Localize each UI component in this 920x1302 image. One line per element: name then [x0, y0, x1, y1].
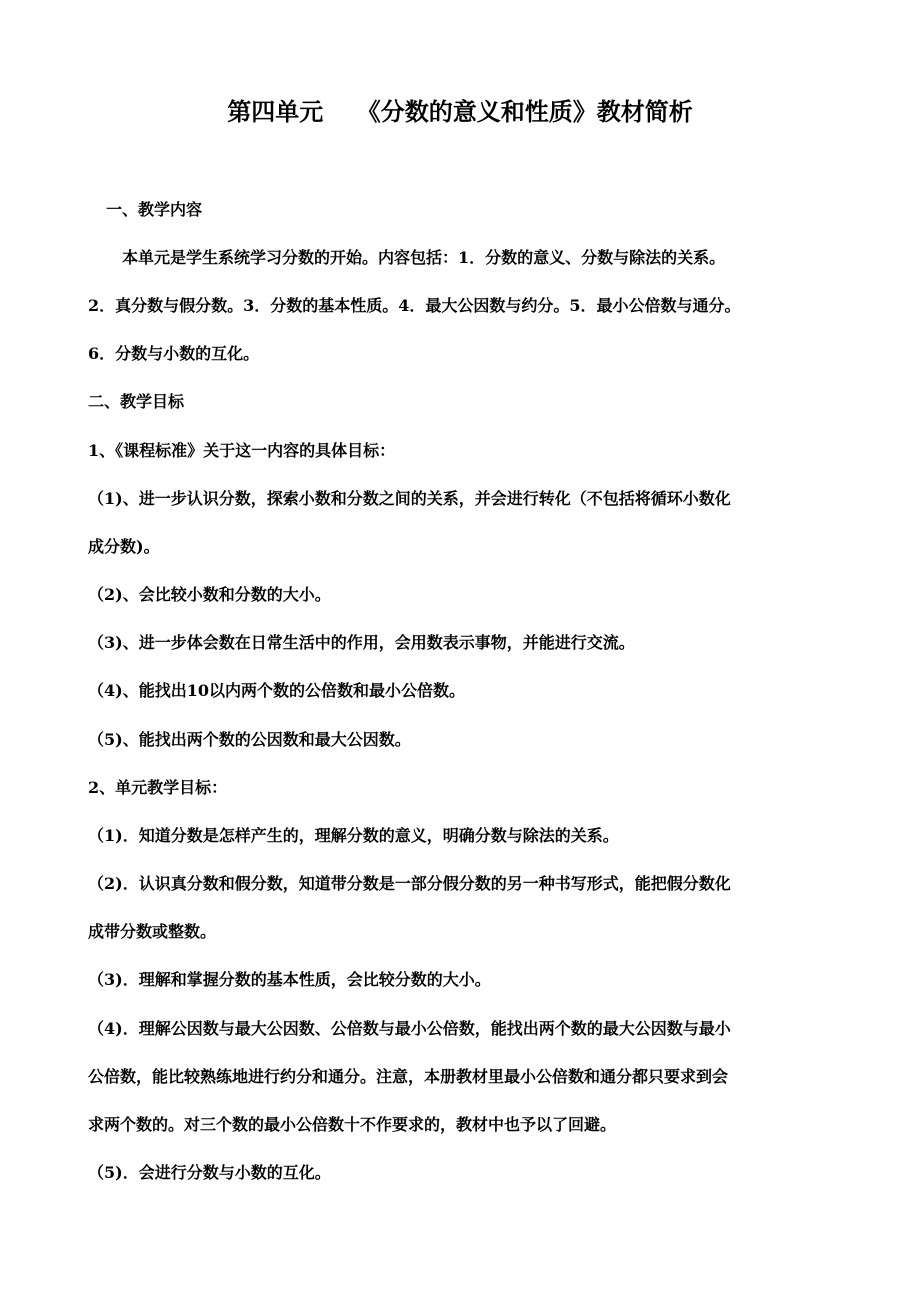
paragraph-line: 本单元是学生系统学习分数的开始。内容包括：1．分数的意义、分数与除法的关系。: [122, 248, 726, 267]
list-item: （3)．理解和掌握分数的基本性质，会比较分数的大小。: [88, 970, 491, 989]
list-item: （1)．知道分数是怎样产生的，理解分数的意义，明确分数与除法的关系。: [88, 826, 619, 845]
list-item: （1)、进一步认识分数，探索小数和分数之间的关系，并会进行转化（不包括将循环小数化: [88, 489, 731, 508]
list-item: （5)、能找出两个数的公因数和最大公因数。: [88, 730, 411, 749]
list-item: （4)．理解公因数与最大公因数、公倍数与最小公倍数，能找出两个数的最大公因数与最小: [88, 1019, 731, 1038]
list-item: （2)．认识真分数和假分数，知道带分数是一部分假分数的另一种书写形式，能把假分数化: [88, 874, 731, 893]
document-title: 第四单元 《分数的意义和性质》教材简析: [227, 97, 693, 126]
list-item: （5)．会进行分数与小数的互化。: [88, 1163, 331, 1182]
list-item-continuation: 成分数)。: [88, 537, 160, 556]
section-heading-content: 一、教学内容: [106, 200, 203, 219]
subheading-unit-goals: 2、单元教学目标：: [88, 778, 228, 797]
section-heading-goals: 二、教学目标: [88, 392, 185, 411]
list-item: （3)、进一步体会数在日常生活中的作用，会用数表示事物，并能进行交流。: [88, 633, 635, 652]
list-item: （2)、会比较小数和分数的大小。: [88, 585, 331, 604]
list-item: （4)、能找出10以内两个数的公倍数和最小公倍数。: [88, 681, 465, 700]
paragraph-line: 6．分数与小数的互化。: [88, 344, 260, 363]
list-item-continuation: 求两个数的。对三个数的最小公倍数十不作要求的，教材中也予以了回避。: [88, 1115, 617, 1134]
list-item-continuation: 成带分数或整数。: [88, 922, 217, 941]
list-item-continuation: 公倍数，能比较熟练地进行约分和通分。注意，本册教材里最小公倍数和通分都只要求到会: [88, 1067, 729, 1086]
subheading-curriculum-goals: 1、《课程标准》关于这一内容的具体目标：: [88, 441, 396, 460]
paragraph-line: 2．真分数与假分数。3．分数的基本性质。4．最大公因数与约分。5．最小公倍数与通分。: [88, 296, 741, 315]
